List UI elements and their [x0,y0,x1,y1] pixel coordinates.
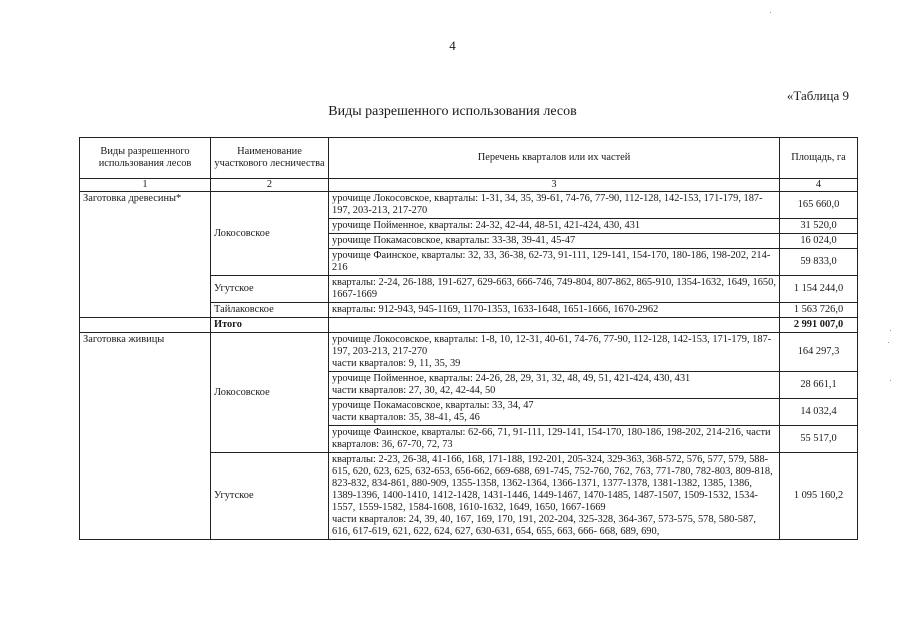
header-area: Площадь, га [780,138,858,179]
area-cell: 28 661,1 [780,372,858,399]
area-cell: 1 154 244,0 [780,276,858,303]
blocks-cell: урочище Покамасовское, кварталы: 33-38, 39-41, 45-47 [329,234,780,249]
forestry-cell: Тайлаковское [211,303,329,318]
total-area: 2 991 007,0 [780,318,858,333]
area-cell: 1 095 160,2 [780,453,858,540]
header-blocks: Перечень кварталов или их частей [329,138,780,179]
column-number: 2 [211,179,329,192]
column-number: 3 [329,179,780,192]
total-empty-cell [329,318,780,333]
column-number: 4 [780,179,858,192]
total-empty-cell [80,318,211,333]
use-type-cell: Заготовка древесины* [80,192,211,318]
partial-blocks-text: части кварталов: 35, 38-41, 45, 46 [332,412,480,423]
header-forestry: Наименование участкового лесничества [211,138,329,179]
area-cell: 59 833,0 [780,249,858,276]
blocks-cell: урочище Фаинское, кварталы: 32, 33, 36-38, 62-73, 91-111, 129-141, 154-170, 180-186, 198-202, 214-216 [329,249,780,276]
blocks-cell [329,399,780,426]
forest-use-table [79,137,858,540]
blocks-text: урочище Пойменное, кварталы: 24-26, 28, 29, 31, 32, 48, 49, 51, 421-424, 430, 431 [332,373,691,384]
scan-speck [770,12,771,13]
total-row [80,318,858,333]
scan-speck [890,380,891,381]
blocks-cell [329,333,780,372]
scan-speck [890,330,891,331]
blocks-text: урочище Локосовское, кварталы: 1-8, 10, 12-31, 40-61, 74-76, 77-90, 112-128, 142-153, 171-179, 187-197, 203-213, 217-270 [332,334,772,357]
header-use-type: Виды разрешенного использования лесов [80,138,211,179]
column-number: 1 [80,179,211,192]
forestry-cell: Локосовское [211,333,329,453]
forestry-cell: Угутское [211,276,329,303]
blocks-cell: кварталы: 2-24, 26-188, 191-627, 629-663, 666-746, 749-804, 807-862, 865-910, 1354-1632, 1649, 1650, 1667-1669 [329,276,780,303]
blocks-cell: урочище Пойменное, кварталы: 24-32, 42-44, 48-51, 421-424, 430, 431 [329,219,780,234]
page-number: 4 [449,38,456,53]
header-row [80,138,858,179]
blocks-text: урочище Покамасовское, кварталы: 33, 34, 47 [332,400,534,411]
area-cell: 16 024,0 [780,234,858,249]
column-number-row [80,179,858,192]
area-cell: 14 032,4 [780,399,858,426]
scan-speck [888,342,889,343]
forestry-cell: Угутское [211,453,329,540]
blocks-cell: кварталы: 912-943, 945-1169, 1170-1353, 1633-1648, 1651-1666, 1670-2962 [329,303,780,318]
blocks-cell [329,372,780,399]
area-cell: 1 563 726,0 [780,303,858,318]
blocks-cell: урочище Локосовское, кварталы: 1-31, 34, 35, 39-61, 74-76, 77-90, 112-128, 142-153, 171-179, 187-197, 203-213, 217-270 [329,192,780,219]
table-row [80,192,858,219]
use-type-cell: Заготовка живицы [80,333,211,540]
total-label: Итого [211,318,329,333]
partial-blocks-text: части кварталов: 24, 39, 40, 167, 169, 170, 191, 202-204, 325-328, 364-367, 573-575, 578, 580-587, 616, 617-619, 621, 622, 624, 627, 630-631, 654, 655, 663, 666- 668, 689, 690, [332,514,756,537]
blocks-cell [329,453,780,540]
table-row [80,333,858,372]
forestry-cell: Локосовское [211,192,329,276]
area-cell: 31 520,0 [780,219,858,234]
table-reference: «Таблица 9 [786,88,849,103]
area-cell: 55 517,0 [780,426,858,453]
partial-blocks-text: части кварталов: 9, 11, 35, 39 [332,358,461,369]
document-title: Виды разрешенного использования лесов [328,104,577,119]
area-cell: 164 297,3 [780,333,858,372]
partial-blocks-text: части кварталов: 27, 30, 42, 42-44, 50 [332,385,496,396]
blocks-text: кварталы: 2-23, 26-38, 41-166, 168, 171-188, 192-201, 205-324, 329-363, 368-572, 576, 577, 579, 588-615, 620, 623, 625, 632-653, 656-662, 669-688, 691-745, 752-760, 762, 763, 771-780, 782-803, 809-818, 823-832, 834-861, 880-909, 1355-1358, 1362-1364, 1366-1371, 1377-1378, 1381-1382, 1385, 1386, 1389-1396, 1400-1410, 1412-1428, 1431-1446, 1449-1467, 1470-1485, 1487-1507, 1509-1532, 1534-1557, 1559-1582, 1584-1608, 1610-1632, 1649, 1650, 1667-1669 [332,454,773,513]
area-cell: 165 660,0 [780,192,858,219]
blocks-cell: урочище Фаинское, кварталы: 62-66, 71, 91-111, 129-141, 154-170, 180-186, 198-202, 214-216, части кварталов: 36, 67-70, 72, 73 [329,426,780,453]
